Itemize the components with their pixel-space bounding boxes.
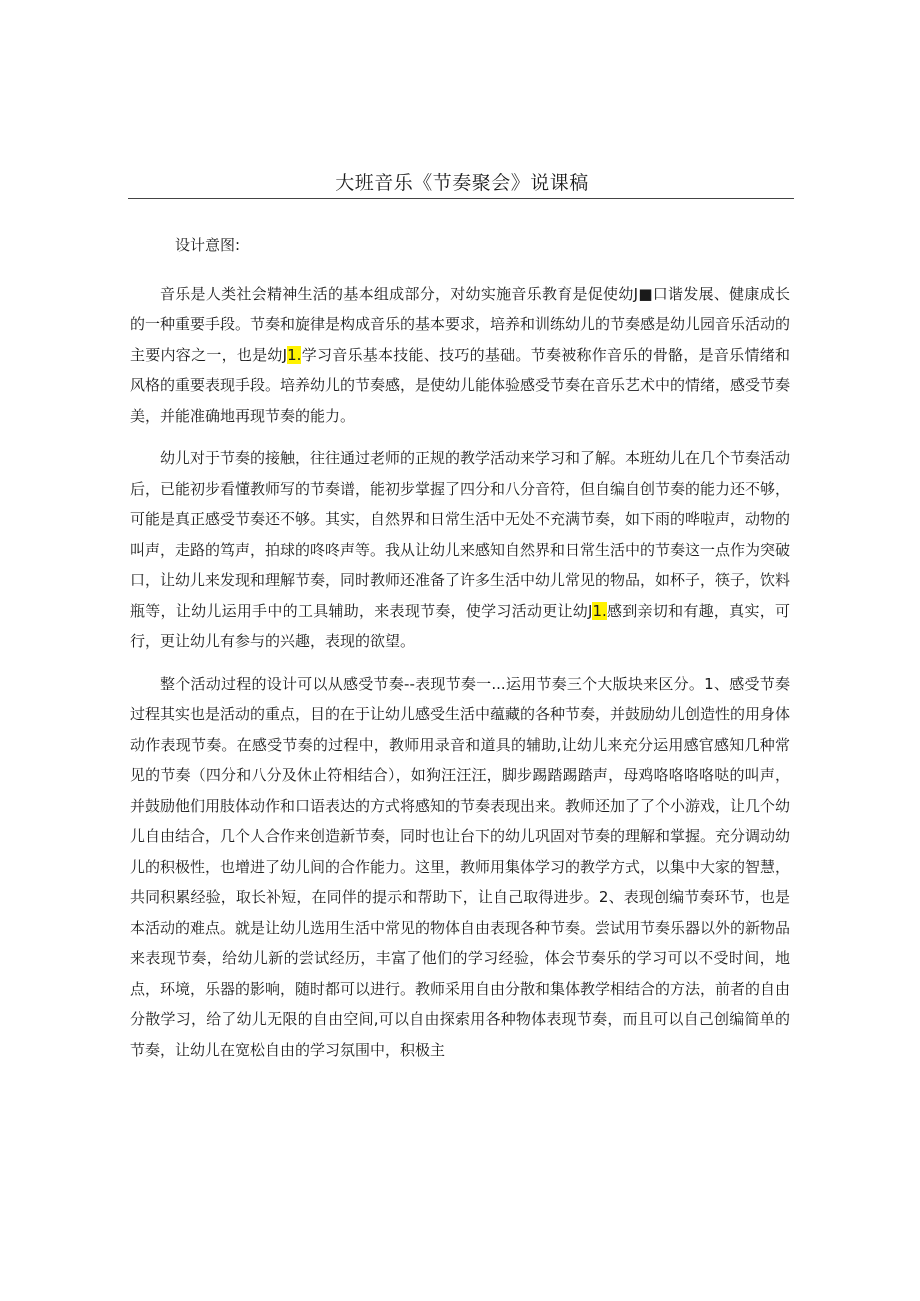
paragraph-text: 感到亲切和有趣，真实，可行，更让幼儿有参与的兴趣，表现的欲望。: [130, 601, 790, 650]
paragraph-text: 整个活动过程的设计可以从感受节奏--表现节奏一...运用节奏三个大版块来区分。1、感受节奏过程其实也是活动的重点，目的在于让幼儿感受生活中蕴藏的各种节奏，并鼓励幼儿创造性的用身体动作表现节奏。在感受节奏的过程中，教师用录音和道具的辅助,让幼儿来充分运用感官感知几种常见的节奏（四分和八分及休止符相结合），如狗汪汪汪，脚步踢踏踢踏声，母鸡咯咯咯咯哒的叫声，并鼓励他们用肢体动作和口语表达的方式将感知的节奏表现出来。教师还加了了个小游戏，让几个幼儿自由结合，几个人合作来创造新节奏，同时也让台下的幼儿巩固对节奏的理解和掌握。充分调动幼儿的积极性，也增进了幼儿间的合作能力。这里，教师用集体学习的教学方式，以集中大家的智慧，共同积累经验，取长补短，在同伴的提示和帮助下，让自己取得进步。2、表现创编节奏环节，也是本活动的难点。就是让幼儿选用生活中常见的物体自由表现各种节奏。尝试用节奏乐器以外的新物品来表现节奏，给幼儿新的尝试经历，丰富了他们的学习经验，体会节奏乐的学习可以不受时间，地点，环境，乐器的影响，随时都可以进行。教师采用自由分散和集体教学相结合的方法，前者的自由分散学习，给了幼儿无限的自由空间,可以自由探索用各种物体表现节奏，而且可以自己创编简单的节奏，让幼儿在宽松自由的学习氛围中，积极主: [130, 674, 791, 1059]
document-title: 大班音乐《节奏聚会》说课稿: [335, 172, 589, 194]
highlighted-text: 1.: [592, 601, 607, 620]
title-underline: [128, 198, 794, 199]
highlighted-text: 1.: [287, 345, 302, 364]
paragraph-3: [130, 669, 790, 1066]
paragraph-text: 学习音乐基本技能、技巧的基础。节奏被称作音乐的骨骼，是音乐情绪和风格的重要表现手段。培养幼儿的节奏感，是使幼儿能体验感受节奏在音乐艺术中的情绪，感受节奏美，并能准确地再现节奏的能力。: [130, 345, 791, 425]
section-heading: 设计意图:: [175, 236, 241, 254]
paragraph-2: [130, 443, 790, 657]
paragraph-text: 音乐是人类社会精神生活的基本组成部分，对幼实施音乐教育是促使幼J■口谐发展、健康成长的一种重要手段。节奏和旋律是构成音乐的基本要求，培养和训练幼儿的节奏感是幼儿园音乐活动的主要内容之一，也是幼J: [130, 284, 791, 364]
paragraph-1: [130, 279, 790, 432]
document-body: [130, 230, 790, 1077]
paragraph-text: 幼儿对于节奏的接触，往往通过老师的正规的教学活动来学习和了解。本班幼儿在几个节奏活动后，已能初步看懂教师写的节奏谱，能初步掌握了四分和八分音符，但自编自创节奏的能力还不够，可能是真正感受节奏还不够。其实，自然界和日常生活中无处不充满节奏，如下雨的哗啦声，动物的叫声，走路的笃声，拍球的咚咚声等。我从让幼儿来感知自然界和日常生活中的节奏这一点作为突破口，让幼儿来发现和理解节奏，同时教师还准备了许多生活中幼儿常见的物品，如杯子，筷子，饮料瓶等，让幼儿运用手中的工具辅助，来表现节奏，使学习活动更让幼J: [130, 449, 791, 620]
